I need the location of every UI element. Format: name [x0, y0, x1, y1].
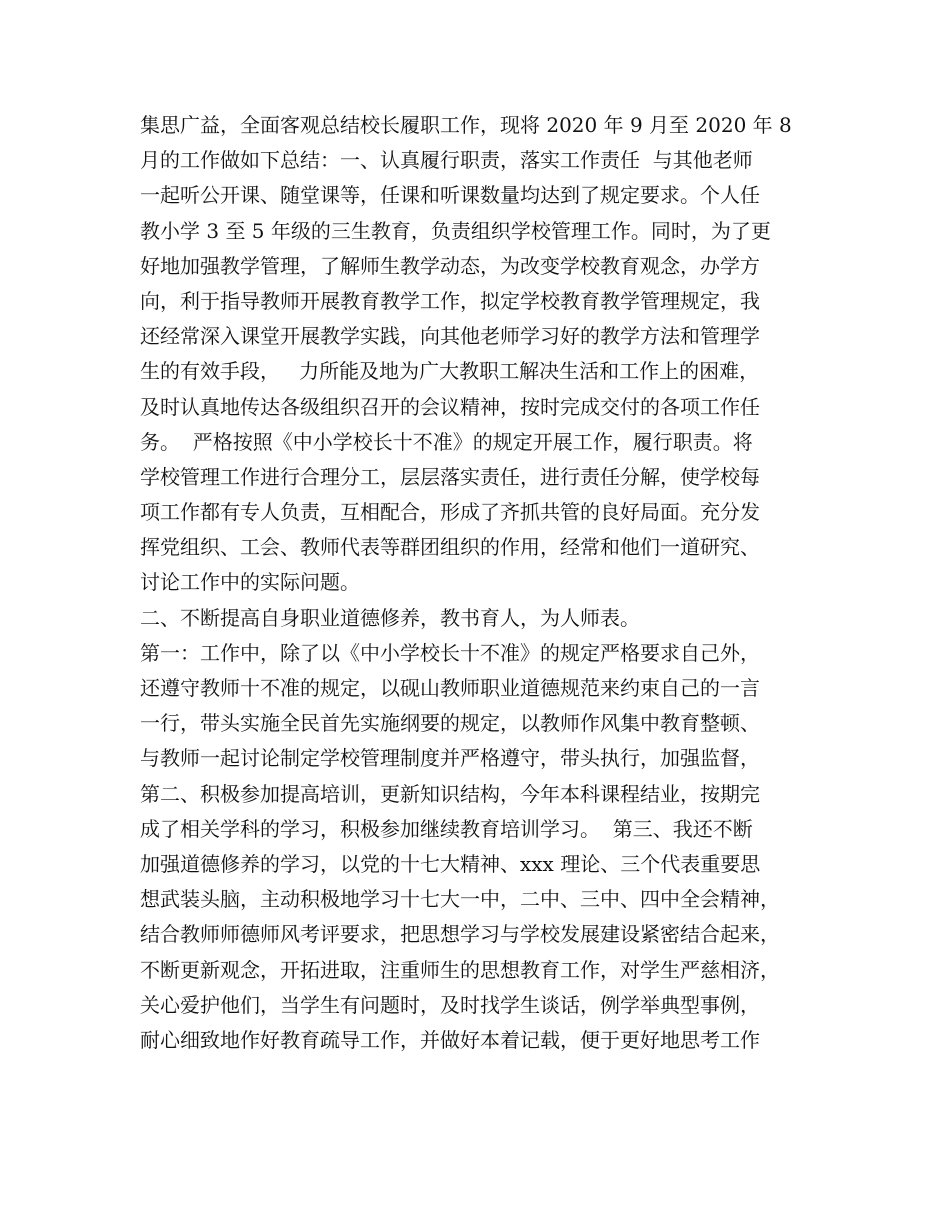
text-line: 耐心细致地作好教育疏导工作，并做好本着记载，便于更好地思考工作 — [140, 1027, 760, 1052]
text-line: 结合教师师德师风考评要求，把思想学习与学校发展建设紧密结合起来， — [140, 922, 780, 947]
text-line: 挥党组织、工会、教师代表等群团组织的作用，经常和他们一道研究、 — [140, 535, 760, 560]
text-line: 讨论工作中的实际问题。 — [140, 570, 360, 595]
document-body — [140, 108, 840, 1058]
text-line: 向，利于指导教师开展教育教学工作，拟定学校教育教学管理规定，我 — [140, 288, 760, 313]
text-line: 生的有效手段， 力所能及地为广大教职工解决生活和工作上的困难， — [140, 359, 760, 384]
text-line: 务。 严格按照《中小学校长十不准》的规定开展工作，履行职责。将 — [140, 429, 753, 454]
text-line: 想武装头脑，主动积极地学习十七大一中，二中、三中、四中全会精神， — [140, 887, 780, 912]
text-line: 加强道德修养的学习，以党的十七大精神、xxx 理论、三个代表重要思 — [140, 851, 761, 876]
text-line: 一行，带头实施全民首先实施纲要的规定，以教师作风集中教育整顿、 — [140, 711, 760, 736]
text-line: 一起听公开课、随堂课等，任课和听课数量均达到了规定要求。个人任 — [140, 183, 760, 208]
text-line: 好地加强教学管理，了解师生教学动态，为改变学校教育观念，办学方 — [140, 253, 760, 278]
text-line: 月的工作做如下总结：一、认真履行职责，落实工作责任 与其他老师 — [140, 148, 753, 173]
text-line: 还遵守教师十不准的规定，以砚山教师职业道德规范来约束自己的一言 — [140, 676, 760, 700]
text-line: 及时认真地传达各级组织召开的会议精神，按时完成交付的各项工作任 — [140, 394, 760, 419]
text-line: 还经常深入课堂开展教学实践，向其他老师学习好的教学方法和管理学 — [140, 324, 760, 349]
text-line: 教小学 3 至 5 年级的三生教育，负责组织学校管理工作。同时，为了更 — [140, 218, 771, 243]
text-line: 项工作都有专人负责，互相配合，形成了齐抓共管的良好局面。充分发 — [140, 500, 760, 525]
text-line: 二、不断提高自身职业道德修养，教书育人，为人师表。 — [140, 605, 640, 630]
text-line: 第二、积极参加提高培训，更新知识结构，今年本科课程结业，按期完 — [140, 781, 760, 806]
text-line: 学校管理工作进行合理分工，层层落实责任，进行责任分解，使学校每 — [140, 464, 760, 489]
text-line: 成了相关学科的学习，积极参加继续教育培训学习。 第三、我还不断 — [140, 816, 753, 841]
text-line: 第一：工作中，除了以《中小学校长十不准》的规定严格要求自己外， — [140, 640, 760, 665]
text-line: 集思广益，全面客观总结校长履职工作，现将 2020 年 9 月至 2020 年 8 — [140, 113, 792, 137]
text-line: 关心爱护他们，当学生有问题时，及时找学生谈话，例学举典型事例， — [140, 992, 760, 1017]
text-line: 不断更新观念，开拓进取，注重师生的思想教育工作，对学生严慈相济， — [140, 957, 780, 982]
text-line: 与教师一起讨论制定学校管理制度并严格遵守，带头执行，加强监督， — [140, 746, 760, 771]
